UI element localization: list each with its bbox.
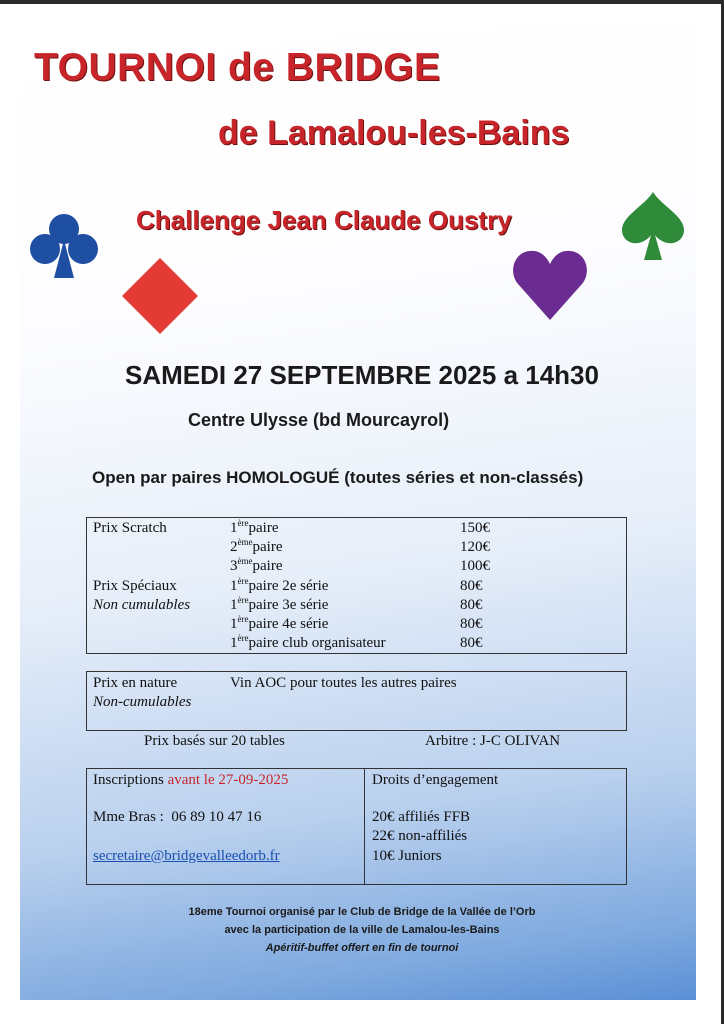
nature-note: Non-cumulables — [93, 694, 192, 710]
prize-row-rank-suffix: ère — [237, 594, 249, 605]
prize-row-label — [230, 539, 282, 556]
footer-line2: avec la participation de la ville de Lamalou-les-Bains — [224, 924, 500, 936]
arbiter: Arbitre : J-C OLIVAN — [425, 733, 561, 749]
prize-row-rank: 3 — [230, 558, 238, 575]
prize-row-rank-suffix: ère — [237, 633, 249, 644]
prize-row-rank-suffix: ère — [237, 614, 249, 624]
prize-row-rank: 1 — [230, 616, 238, 632]
registration-email-link[interactable]: secretaire@bridgevalleedorb.fr — [93, 848, 280, 864]
prize-row-rank-suffix: ème — [237, 556, 253, 567]
prize-row-text: paire — [252, 539, 283, 556]
prize-row-text: paire — [248, 520, 279, 536]
event-date: SAMEDI 27 SEPTEMBRE 2025 a 14h30 — [125, 360, 599, 390]
registration-label: Inscriptions — [93, 772, 164, 788]
fee-juniors: 10€ Juniors — [372, 848, 442, 864]
nature-label: Prix en nature — [93, 675, 178, 691]
fee-affiliated: 20€ affiliés FFB — [372, 809, 471, 825]
prize-row-rank: 2 — [230, 539, 238, 556]
prize-scratch-label: Prix Scratch — [93, 520, 167, 536]
prize-row-rank: 1 — [230, 635, 238, 652]
prize-row-amount: 80€ — [460, 616, 483, 632]
event-venue: Centre Ulysse (bd Mourcayrol) — [188, 410, 450, 430]
scan-edge-top — [0, 0, 724, 4]
prize-row-rank: 1 — [230, 577, 238, 594]
prize-row-label — [230, 520, 278, 537]
prize-row-amount: 80€ — [460, 577, 483, 594]
prize-row-amount: 80€ — [460, 596, 483, 613]
registration-divider — [364, 768, 365, 884]
prize-row-text: paire — [252, 558, 283, 575]
prize-row-amount: 150€ — [460, 520, 490, 536]
prize-row-amount: 120€ — [460, 539, 490, 556]
prize-row-amount: 80€ — [460, 635, 483, 652]
registration-deadline: avant le 27-09-2025 — [167, 772, 289, 788]
prize-row-text: paire 2e série — [248, 577, 329, 594]
prize-row-label — [230, 616, 328, 633]
nature-text: Vin AOC pour toutes les autres paires — [230, 675, 457, 691]
registration-contact: Mme Bras : 06 89 10 47 16 — [93, 809, 262, 825]
footer-line1: 18eme Tournoi organisé par le Club de Bridge de la Vallée de l’Orb — [188, 906, 536, 918]
spade-icon — [618, 190, 688, 262]
prize-row-rank-suffix: ème — [237, 537, 253, 548]
prize-row-label — [230, 635, 386, 652]
fee-non-affiliated: 22€ non-affiliés — [372, 828, 468, 844]
prize-row-label — [230, 575, 329, 595]
diamond-icon — [120, 256, 200, 336]
prize-row-text: paire 3e série — [248, 596, 329, 613]
prize-row-text: paire club organisateur — [248, 635, 386, 652]
prize-row-label — [230, 558, 282, 575]
footer-line3: Apéritif-buffet offert en fin de tournoi — [265, 942, 459, 954]
event-format: Open par paires HOMOLOGUÉ (toutes séries et non-classés) — [92, 468, 584, 487]
prize-row-rank: 1 — [230, 520, 238, 536]
prize-row-rank-suffix: ère — [237, 518, 249, 528]
challenge-title: Challenge Jean Claude Oustry — [136, 205, 512, 235]
title-line1: TOURNOI de BRIDGE — [34, 46, 441, 89]
heart-icon — [512, 248, 588, 322]
prize-row-rank: 1 — [230, 596, 238, 613]
registration-heading — [93, 772, 288, 789]
prize-row-rank-suffix: ère — [237, 575, 249, 586]
fees-label: Droits d’engagement — [372, 772, 499, 788]
prize-row-text: paire 4e série — [248, 616, 329, 632]
prize-row-label — [230, 594, 329, 614]
prize-row-amount: 100€ — [460, 558, 490, 575]
prize-basis: Prix basés sur 20 tables — [144, 733, 285, 749]
club-icon — [28, 210, 100, 280]
prize-special-label: Prix Spéciaux — [93, 578, 177, 594]
title-line2: de Lamalou-les-Bains — [218, 114, 570, 152]
prize-special-note: Non cumulables — [93, 597, 191, 613]
